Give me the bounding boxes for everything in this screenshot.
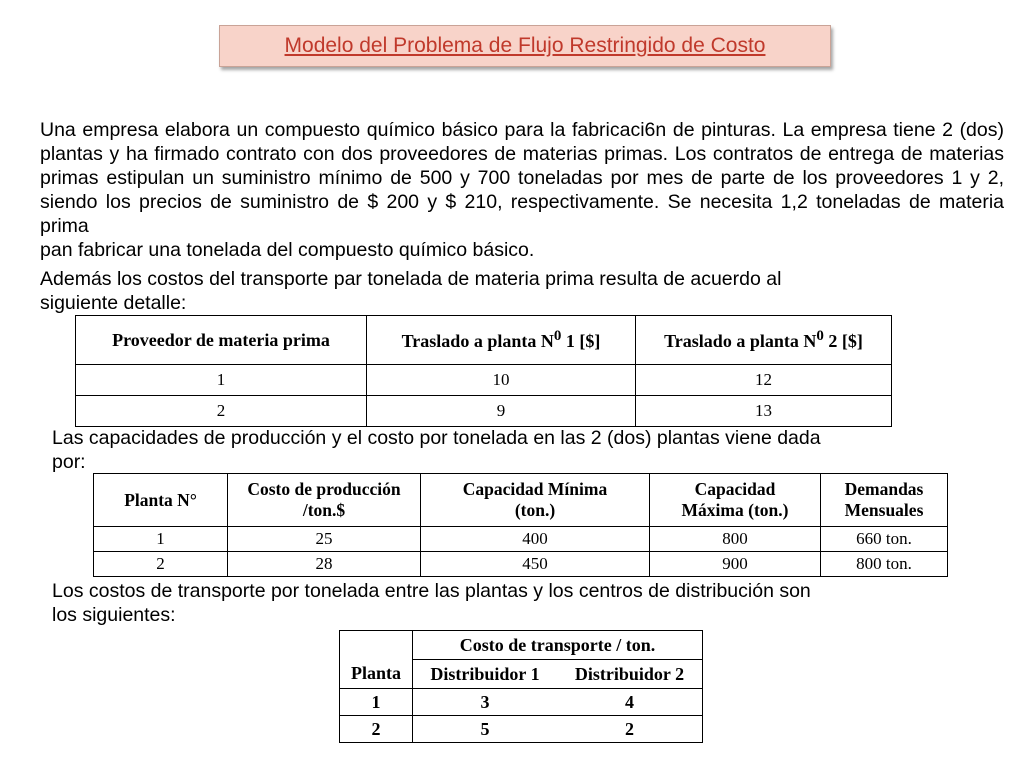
empty-header-cell bbox=[340, 631, 413, 660]
paragraph-capacity-body: Las capacidades de producción y el costo por tonelada en las 2 (dos) plantas viene dada bbox=[52, 427, 821, 449]
table-cell: 800 ton. bbox=[821, 552, 948, 577]
paragraph-intro-body: Una empresa elabora un compuesto químico básico para la fabricaci6n de pinturas. La empresa tiene 2 (dos) plantas y ha firmado contrato con dos proveedores de materias primas. Los contratos de entrega de materias primas estipulan un suministro mínimo de 500 y 700 toneladas por mes de parte de los proveedores 1 y 2, siendo los precios de suministro de $ 200 y $ 210, respectivamente. Se necesita 1,2 toneladas de materia prima bbox=[40, 119, 1004, 237]
column-header: Demandas Mensuales bbox=[821, 474, 948, 527]
paragraph-transport-last: siguiente detalle: bbox=[40, 292, 187, 314]
table-group-header-row bbox=[340, 631, 703, 660]
table-cell: 12 bbox=[636, 365, 892, 396]
table-cell: 1 bbox=[94, 527, 228, 552]
table-cell: 900 bbox=[650, 552, 821, 577]
table-cell: 5 bbox=[413, 716, 558, 743]
supplier-transport-table bbox=[75, 315, 892, 427]
table-header-row bbox=[340, 660, 703, 689]
table-cell: 10 bbox=[367, 365, 636, 396]
table-cell: 4 bbox=[557, 689, 703, 716]
distribution-cost-table bbox=[339, 630, 703, 743]
table-cell: 2 bbox=[76, 396, 367, 427]
table-header-row bbox=[94, 474, 948, 527]
column-header: Planta N° bbox=[94, 474, 228, 527]
column-header: Traslado a planta $N^0$ 1 [$] bbox=[367, 316, 636, 365]
paragraph-distribution-line2: los siguientes: bbox=[52, 604, 176, 626]
table-cell: 1 bbox=[340, 689, 413, 716]
page-title: Modelo del Problema de Flujo Restringido de Costo bbox=[284, 34, 766, 57]
paragraph-capacity-last: por: bbox=[52, 451, 86, 473]
table-cell: 13 bbox=[636, 396, 892, 427]
title-banner bbox=[219, 25, 831, 67]
table-cell: 3 bbox=[413, 689, 558, 716]
paragraph-distribution bbox=[52, 579, 992, 627]
column-header: Planta bbox=[340, 660, 413, 689]
column-header: Capacidad Mínima (ton.) bbox=[421, 474, 650, 527]
table-header-row bbox=[76, 316, 892, 365]
table-cell: 400 bbox=[421, 527, 650, 552]
table-cell: 2 bbox=[94, 552, 228, 577]
table-row bbox=[94, 527, 948, 552]
column-header: Distribuidor 2 bbox=[557, 660, 703, 689]
column-header: Costo de producción /ton.$ bbox=[228, 474, 421, 527]
group-header: Costo de transporte / ton. bbox=[413, 631, 703, 660]
table-cell: 28 bbox=[228, 552, 421, 577]
table-row bbox=[76, 365, 892, 396]
column-header: Capacidad Máxima (ton.) bbox=[650, 474, 821, 527]
table-cell: 450 bbox=[421, 552, 650, 577]
paragraph-transport-body: Además los costos del transporte par tonelada de materia prima resulta de acuerdo al bbox=[40, 268, 782, 290]
column-header: Proveedor de materia prima bbox=[76, 316, 367, 365]
paragraph-intro-last: pan fabricar una tonelada del compuesto químico básico. bbox=[40, 239, 535, 261]
plant-capacity-table bbox=[93, 473, 948, 577]
paragraph-transport bbox=[40, 267, 1004, 315]
table-cell: 25 bbox=[228, 527, 421, 552]
table-row bbox=[340, 716, 703, 743]
column-header: Distribuidor 1 bbox=[413, 660, 558, 689]
table-cell: 800 bbox=[650, 527, 821, 552]
table-cell: 2 bbox=[340, 716, 413, 743]
table-row bbox=[340, 689, 703, 716]
table-cell: 9 bbox=[367, 396, 636, 427]
table-cell: 2 bbox=[557, 716, 703, 743]
column-header: Traslado a planta $N^0$ 2 [$] bbox=[636, 316, 892, 365]
paragraph-intro bbox=[40, 118, 1004, 262]
table-row bbox=[76, 396, 892, 427]
paragraph-distribution-line1: Los costos de transporte por tonelada entre las plantas y los centros de distribución son bbox=[52, 580, 811, 602]
table-cell: 1 bbox=[76, 365, 367, 396]
table-row bbox=[94, 552, 948, 577]
paragraph-capacity bbox=[52, 426, 992, 474]
table-cell: 660 ton. bbox=[821, 527, 948, 552]
